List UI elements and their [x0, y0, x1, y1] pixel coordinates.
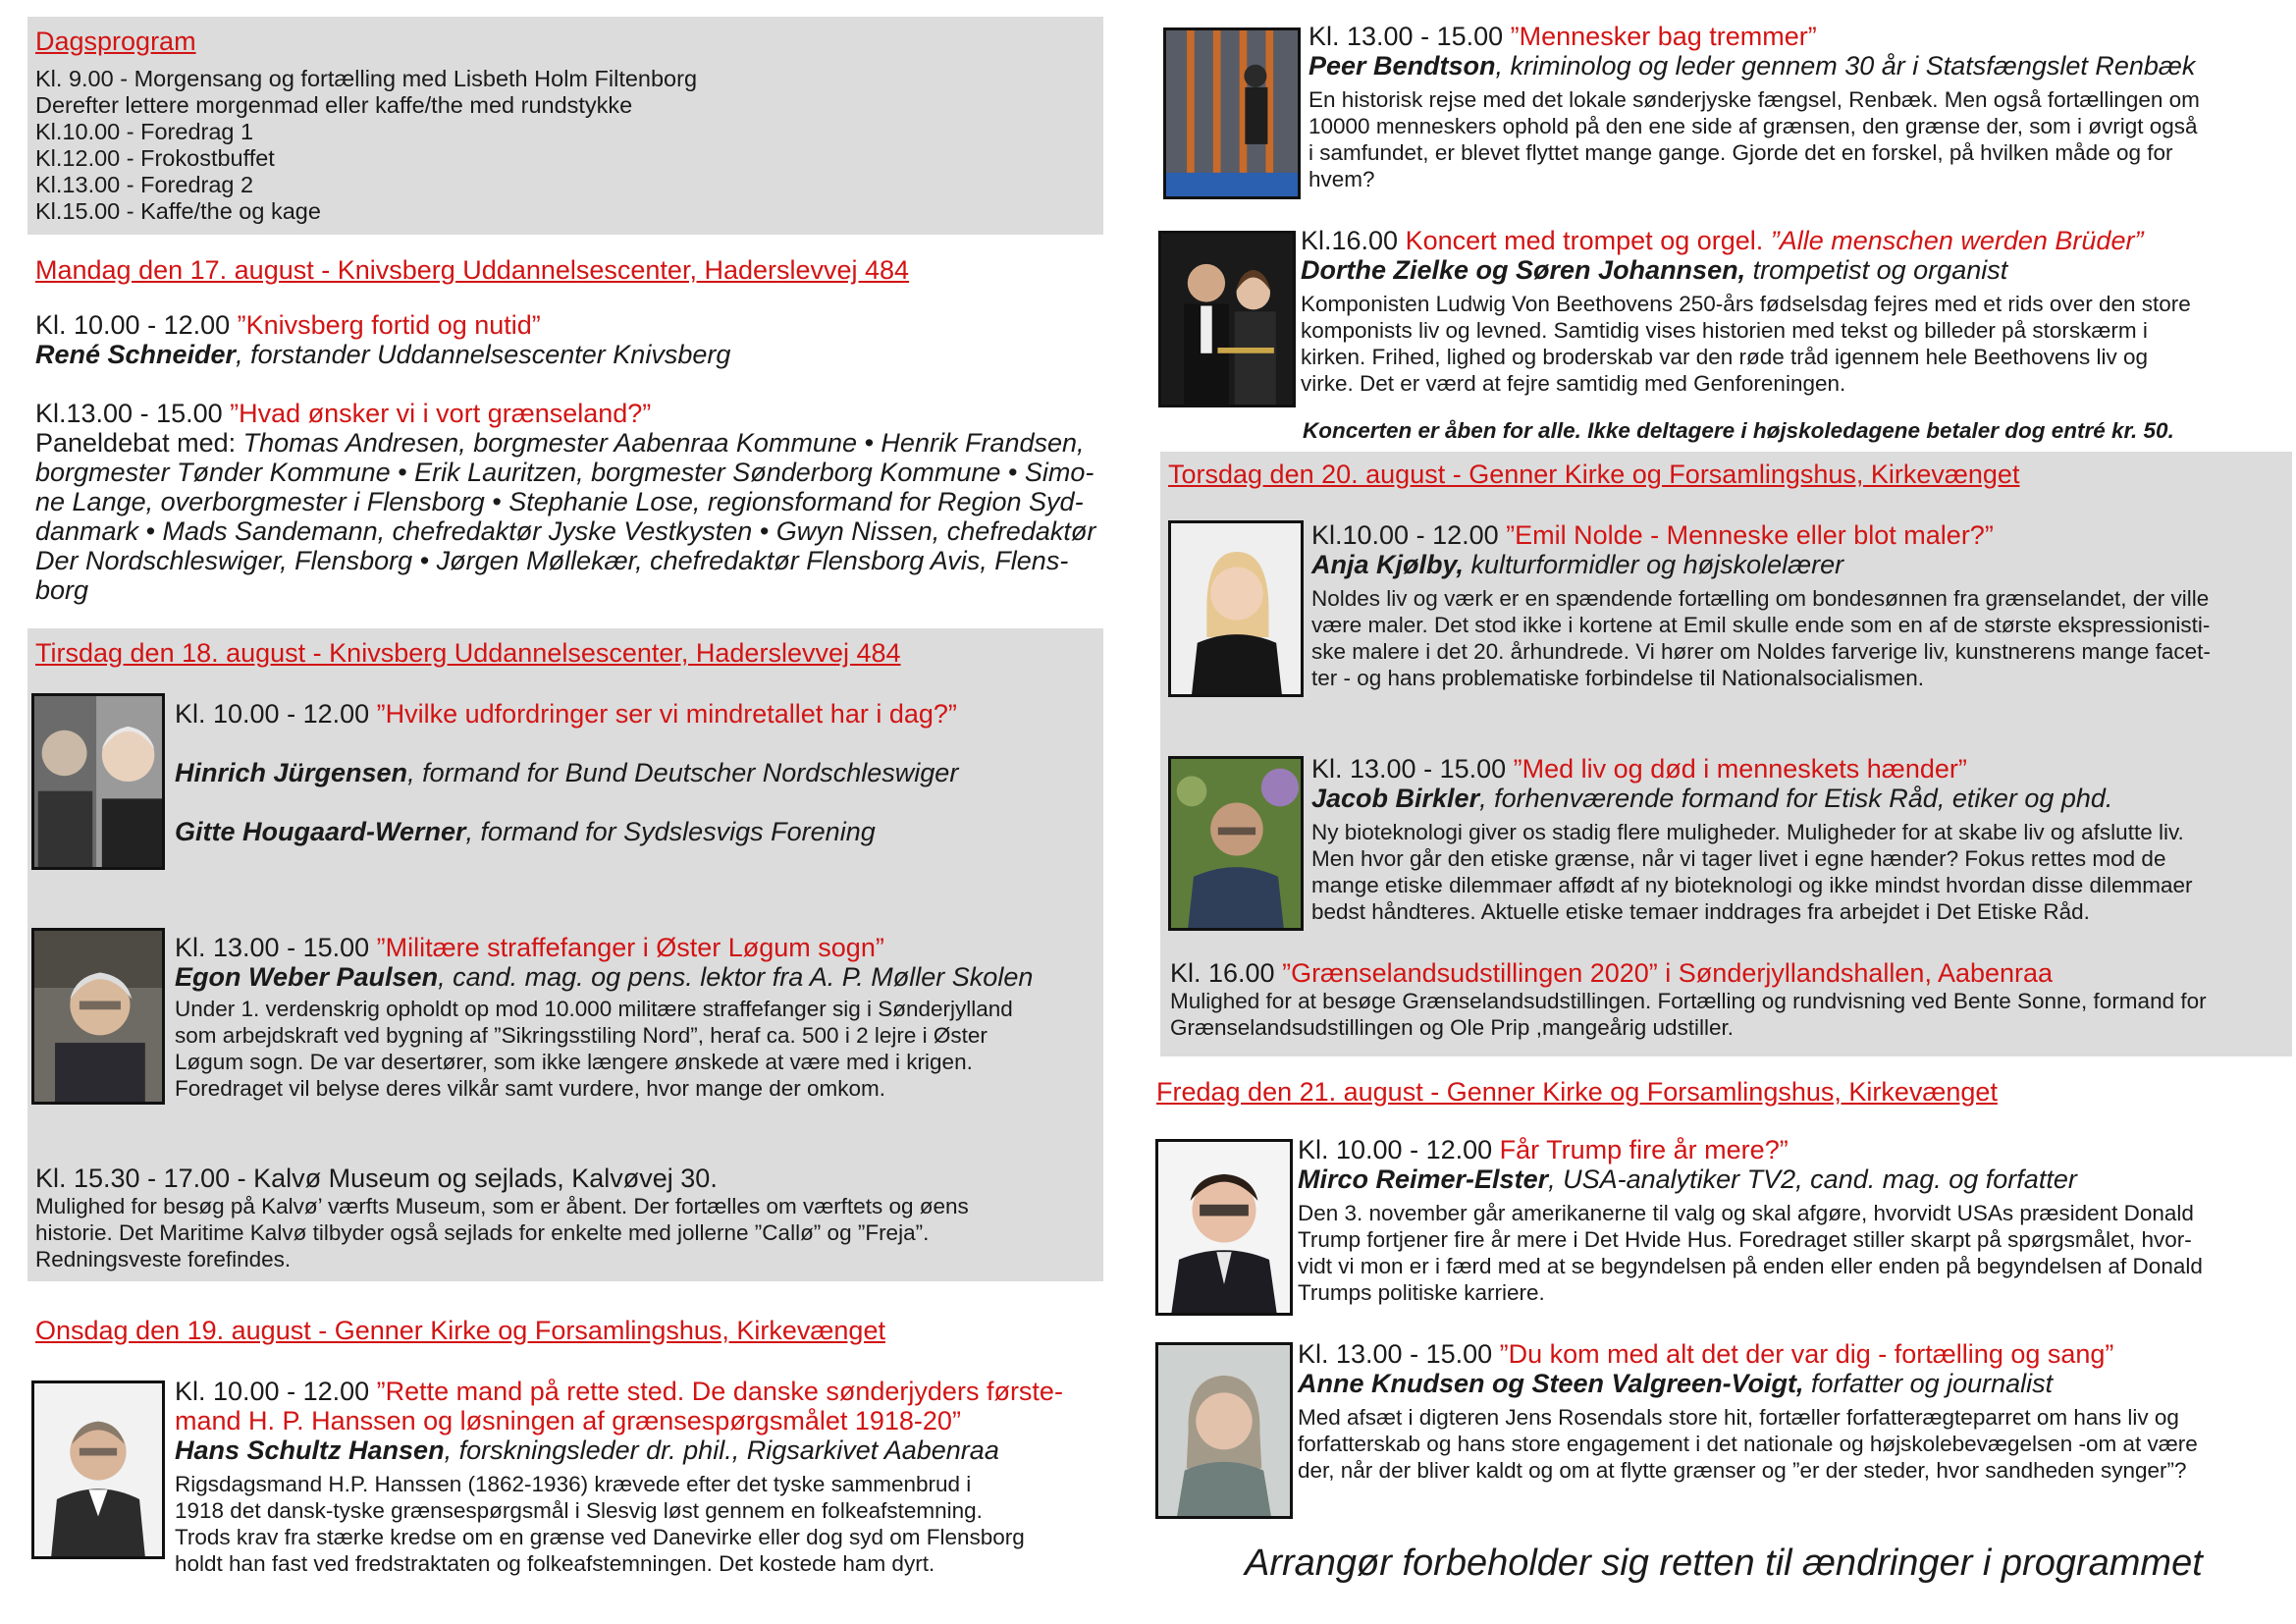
onsdag-section	[27, 1314, 1103, 1608]
list-item: Kl.15.00 - Kaffe/the og kage	[35, 198, 321, 224]
concert-note: Koncerten er åben for alle. Ikke deltagere i højskoledagene betaler dog entré kr. 50.	[1303, 418, 2174, 443]
onsdag-heading: Onsdag den 19. august - Genner Kirke og Forsamlingshus, Kirkevænget	[35, 1316, 885, 1345]
list-item: Derefter lettere morgenmad eller kaffe/the med rundstykke	[35, 92, 633, 118]
mandag-section	[35, 253, 1105, 605]
speaker-photo	[1155, 1139, 1293, 1316]
speakers-photo	[31, 693, 165, 870]
event-title: Får Trump fire år mere?”	[1499, 1135, 1789, 1164]
torsdag-heading: Torsdag den 20. august - Genner Kirke og Forsamlingshus, Kirkevænget	[1168, 460, 2020, 489]
right-event-1: Kl. 13.00 - 15.00 ”Mennesker bag tremmer” Peer Bendtson, kriminolog og leder gennem 30 år i Statsfængslet Renbæk En historisk rejse med det lokale sønderjyske fængsel, Renbæk. Men også fortællingen om 10000 menneskers ophold på den ene side af grænsen, den grænse der, som i øvrigt også i samfundet, er blevet flyttet mange gange. Gjorde det en forskel, på hvilken måde og for hvem?	[1308, 22, 2200, 191]
speaker-name: René Schneider	[35, 340, 237, 369]
speaker-name: Mirco Reimer-Elster	[1298, 1164, 1549, 1194]
speaker-photo	[1168, 520, 1304, 697]
mandag-event-1: Kl. 10.00 - 12.00 ”Knivsberg fortid og nutid” René Schneider, forstander Uddannelsescenter Knivsberg	[35, 310, 731, 369]
right-event-2: Kl.16.00 Koncert med trompet og orgel. ”Alle menschen werden Brüder” Dorthe Zielke og Søren Johannsen, trompetist og organist Komponisten Ludwig Von Beethovens 250-års fødselsdag fejres med et rids over den store komponists liv og levned. Samtidig vises historien med tekst og billeder på storskærm i kirken. Frihed, lighed og broderskab var den røde tråd igennem hele Beethovens liv og virke. Det er værd at fejre samtidig med Genforeningen.	[1301, 226, 2191, 396]
torsdag-event-1: Kl.10.00 - 12.00 ”Emil Nolde - Menneske eller blot maler?” Anja Kjølby, kulturformidler og højskolelærer Noldes liv og værk er en spændende fortælling om bondesønnen fra grænselandet, der ville være maler. Det stod ikke i kortene at Emil skulle ende som en af de største ekspressionisti- ske malere i det 20. århundrede. Vi hører om Noldes farverige liv, kunstnerens mange facet- ter - og hans problematiske forbindelse til Nationalsocialismen.	[1311, 520, 2211, 690]
event-title: ”Rette mand på rette sted. De danske sønderjyders første-	[376, 1377, 1063, 1406]
event-title: ”Hvad ønsker vi i vort grænseland?”	[230, 399, 652, 428]
speaker-name: Egon Weber Paulsen	[175, 962, 439, 992]
panel-label: Paneldebat med:	[35, 428, 243, 458]
fredag-heading: Fredag den 21. august - Genner Kirke og Forsamlingshus, Kirkevænget	[1156, 1077, 1998, 1107]
speaker-photo	[31, 928, 165, 1105]
tirsdag-section	[27, 628, 1103, 1281]
speaker-name: Anja Kjølby,	[1311, 550, 1465, 579]
speaker-photo	[31, 1380, 165, 1559]
event-title: ”Mennesker bag tremmer”	[1510, 22, 1817, 51]
speaker-name: Jacob Birkler	[1311, 784, 1480, 813]
dagsprogram-title: Dagsprogram	[35, 27, 196, 56]
event-title: Kl. 15.30 - 17.00 - Kalvø Museum og sejlads, Kalvøvej 30.	[35, 1164, 718, 1193]
event-title: ”Emil Nolde - Menneske eller blot maler?”	[1506, 520, 1994, 550]
footer-disclaimer: Arrangør forbeholder sig retten til ændringer i programmet	[1245, 1543, 2203, 1584]
mandag-event-2: Kl.13.00 - 15.00 ”Hvad ønsker vi i vort grænseland?” Paneldebat med: Thomas Andresen, borgmester Aabenraa Kommune • Henrik Frandsen, borgmester Tønder Kommune • Erik Lauritzen, borgmester Sønderborg Kommune • Simo- ne Lange, overborgmester i Flensborg • Stephanie Lose, regionsformand for Region Syd- danmark • Mads Sandemann, chefredaktør Jyske Vestkysten • Gwyn Nissen, chefredaktør Der Nordschleswiger, Flensborg • Jørgen Møllekær, chefredaktør Flensborg Avis, Flens- borg	[35, 399, 1096, 605]
speaker-name: Peer Bendtson	[1308, 51, 1496, 81]
onsdag-event-1: Kl. 10.00 - 12.00 ”Rette mand på rette sted. De danske sønderjyders første- mand H. P. Hanssen og løsningen af grænsespørgsmålet 1918-20” Hans Schultz Hansen, forskningsleder dr. phil., Rigsarkivet Aabenraa Rigsdagsmand H.P. Hanssen (1862-1936) krævede efter det tyske sammenbrud i 1918 det dansk-tyske grænsespørgsmål i Slesvig løst gennem en folkeafstemning. Trods krav fra stærke kredse om en grænse ved Danevirke eller dog syd om Flensborg holdt han fast ved fredstraktaten og folkeafstemningen. Det kostede ham dyrt.	[175, 1377, 1063, 1576]
speaker-photo	[1155, 1342, 1293, 1519]
torsdag-section	[1160, 452, 2292, 1056]
fredag-event-1: Kl. 10.00 - 12.00 Får Trump fire år mere?” Mirco Reimer-Elster, USA-analytiker TV2, cand. mag. og forfatter Den 3. november går amerikanerne til valg og skal afgøre, hvorvidt USAs præsident Donald Trump fortjener fire år mere i Det Hvide Hus. Foredraget stiller skarpt på spørgsmålet, hvor- vidt vi mon er i færd med at se begyndelsen på enden eller enden på begyndelsen af Donald Trumps politiske karriere.	[1298, 1135, 2203, 1305]
tirsdag-event-1: Kl. 10.00 - 12.00 ”Hvilke udfordringer ser vi mindretallet har i dag?” Hinrich Jürgensen, formand for Bund Deutscher Nordschleswiger Gitte Hougaard-Werner, formand for Sydslesvigs Forening	[175, 699, 959, 846]
list-item: Kl.12.00 - Frokostbuffet	[35, 145, 275, 171]
mandag-heading: Mandag den 17. august - Knivsberg Uddannelsescenter, Haderslevvej 484	[35, 255, 910, 285]
tirsdag-heading: Tirsdag den 18. august - Knivsberg Uddannelsescenter, Haderslevvej 484	[35, 638, 901, 668]
speaker-photo	[1168, 756, 1304, 931]
tirsdag-event-2: Kl. 13.00 - 15.00 ”Militære straffefanger i Øster Løgum sogn” Egon Weber Paulsen, cand. mag. og pens. lektor fra A. P. Møller Skolen Under 1. verdenskrig opholdt op mod 10.000 militære straffefanger sig i Sønderjylland som arbejdskraft ved bygning af ”Sikringsstiling Nord”, heraf ca. 500 i 2 lejre i Øster Løgum sogn. De var desertører, som ikke længere ønskede at være med i krigen. Foredraget vil belyse deres vilkår samt vurdere, hvor mange der omkom.	[175, 933, 1034, 1101]
speaker-name: Hans Schultz Hansen	[175, 1435, 445, 1465]
fredag-event-2: Kl. 13.00 - 15.00 ”Du kom med alt det der var dig - fortælling og sang” Anne Knudsen og Steen Valgreen-Voigt, forfatter og journalist Med afsæt i digteren Jens Rosendals store hit, fortæller forfatterægteparret om hans liv og forfatterskab og hans store engagement i det nationale og højskolebevægelsen -om at være der, når der bliver kaldt og om at flytte grænser og ”er der steder, hvor sandheden synger”?	[1298, 1339, 2198, 1483]
event-title: ”Militære straffefanger i Øster Løgum sogn”	[376, 933, 884, 962]
tirsdag-event-3: Kl. 15.30 - 17.00 - Kalvø Museum og sejlads, Kalvøvej 30. Mulighed for besøg på Kalvø’ værfts Museum, som er åbent. Der fortælles om værftets og øens historie. Det Maritime Kalvø tilbyder også sejlads for enkelte med jollerne ”Callø” og ”Freja”. Redningsveste forefindes.	[35, 1164, 1095, 1272]
event-title: Koncert med trompet og orgel.	[1405, 226, 1771, 255]
musicians-photo	[1158, 231, 1296, 407]
list-item: Kl.13.00 - Foredrag 2	[35, 172, 254, 197]
torsdag-event-2: Kl. 13.00 - 15.00 ”Med liv og død i menneskets hænder” Jacob Birkler, forhenværende formand for Etisk Råd, etiker og phd. Ny bioteknologi giver os stadig flere muligheder. Muligheder for at skabe liv og afslutte liv. Men hvor går den etiske grænse, når vi tager livet i egne hænder? Fokus rettes mod de mange etiske dilemmaer affødt af ny bioteknologi og ikke mindst hvordan disse dilemmaer bedst håndteres. Aktuelle etiske temaer inddrages fra arbejdet i Det Etiske Råd.	[1311, 754, 2193, 924]
event-title: ”Grænselandsudstillingen 2020” i Sønderjyllandshallen, Aabenraa	[1282, 958, 2054, 988]
torsdag-event-3: Kl. 16.00 ”Grænselandsudstillingen 2020” i Sønderjyllandshallen, Aabenraa Mulighed for at besøge Grænselandsudstillingen. Fortælling og rundvisning ved Bente Sonne, formand for Grænselandsudstillingen og Ole Prip ,mangeårig udstiller.	[1170, 958, 2207, 1040]
speaker-name: Hinrich Jürgensen	[175, 758, 408, 787]
speaker-name: Dorthe Zielke og Søren Johannsen,	[1301, 255, 1746, 285]
speaker-name: Anne Knudsen og Steen Valgreen-Voigt,	[1298, 1369, 1804, 1398]
list-item: Kl.10.00 - Foredrag 1	[35, 119, 254, 144]
dagsprogram-box	[27, 17, 1103, 235]
event-title: ”Hvilke udfordringer ser vi mindretallet har i dag?”	[376, 699, 957, 729]
event-title: ”Med liv og død i menneskets hænder”	[1513, 754, 1967, 784]
event-title: ”Du kom med alt det der var dig - fortælling og sang”	[1499, 1339, 2114, 1369]
dagsprogram-list	[35, 66, 1095, 225]
prison-photo	[1163, 27, 1301, 199]
event-title: ”Knivsberg fortid og nutid”	[237, 310, 541, 340]
speaker-name: Gitte Hougaard-Werner	[175, 817, 466, 846]
list-item: Kl. 9.00 - Morgensang og fortælling med Lisbeth Holm Filtenborg	[35, 66, 698, 91]
